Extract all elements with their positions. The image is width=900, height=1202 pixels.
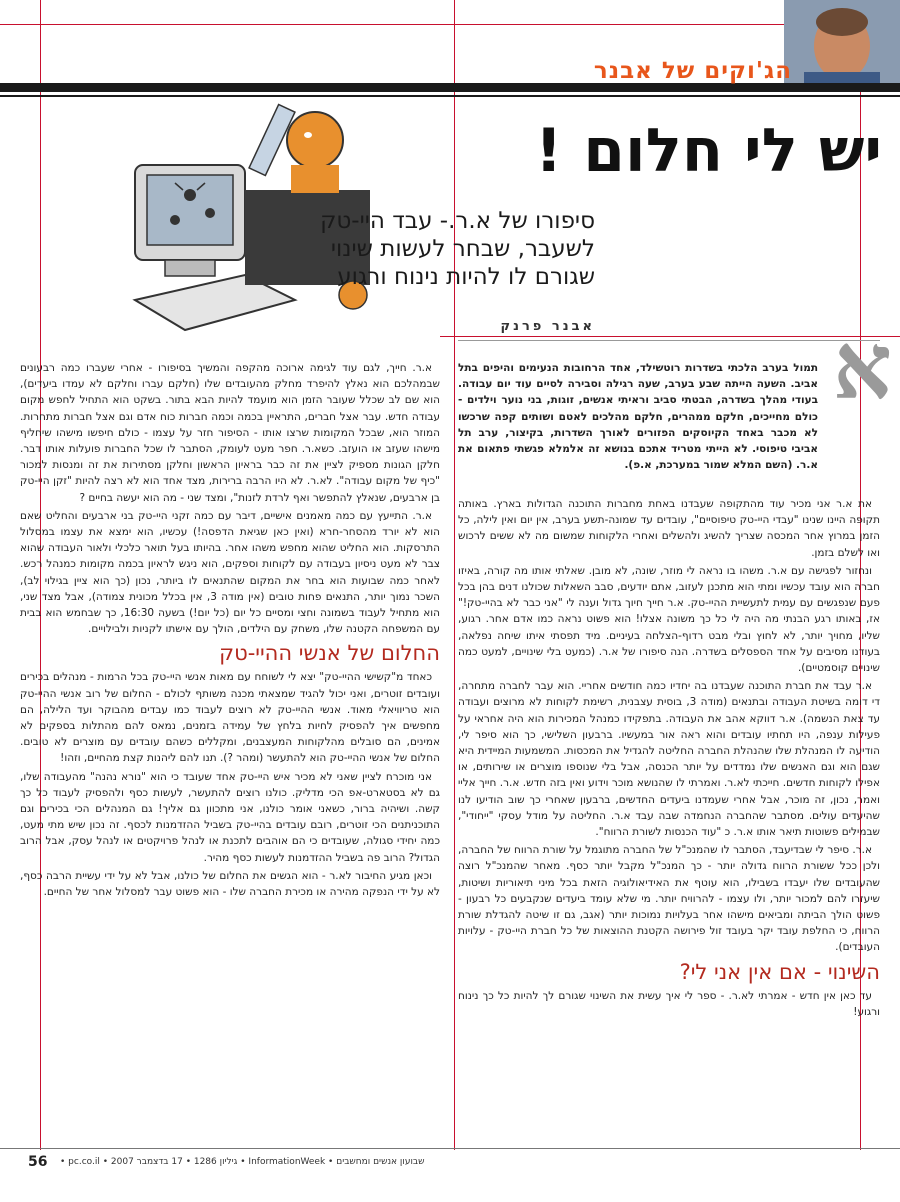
- paragraph: אני מוכרח לציין שאני לא מכיר איש היי-טק אחד שעובד כי הוא "נורא נהנה" מהעבודה שלו, גם לא בסטארט-אפ הכי מדליק. כולנו רוצים להתעשר, לעשות כסף ולהפסיק לעבוד כל כך קשה. ושיהיה ברור, כשאני אומר כולנו, אני מתכוון גם אליך! גם המנהלים הכי בכירים וגם התוכניתנים הכי זוטרים, רובם עובדים בהיי-טק בשביל ההזדמנות לכסף. זה נכון שיש מתי מעט, כמה יחידי סגולה, שעובדים כי הם אוהבים לתכנת או לנהל פרויקטים או לנהל עסק, אבל הרוב הגדול? הרוב פה בשביל ההזדמנות לעשות כסף מהיר.: [20, 770, 440, 864]
- guide-line: [0, 24, 900, 25]
- page-number: 56: [28, 1154, 48, 1170]
- footer-rule: [0, 1148, 900, 1149]
- divider: [458, 340, 880, 341]
- guide-line: [440, 336, 900, 337]
- article-subtitle: סיפורו של א.ר.- עבד היי-טק לשעבר, שבחר לעשות שינוי שגורם לו להיות נינוח ורגוע: [320, 208, 595, 290]
- paragraph: את א.ר אני מכיר עוד מהתקופה שעבדנו באחת מחברות התוכנה הגדולות בארץ. באותה תקופה היינו שנינו "עבדי היי-טק טיפוסיים", עובדים עד שמונה-תשע בערב, אין יום ואין לילה, כל הזמן במרוץ אחר המכסה שצריך להשיג ולהשלים ואחרי הלקוחות שמשום מה לא ששים לרכוש ואו לשלם בזמן.: [458, 498, 880, 559]
- paragraph: א.ר עבד את חברת התוכנה שעבדנו בה יחדיו כמה חודשים אחריי. הוא עבר לחברה מתחרה, די דומה בשיטת העבודה ובתנאים (מודה 3, בוסית עצבנית, רשימת לקוחות לא מרוצים ועבודה עד צאת הנשמה). א.ר דווקא אהב את העבודה. בתפקידו כמנהל המכירות הוא היה אחראי על פעילות ענפה, היו תחתיו עובדים והוא ראה אור במעשיו. ברבעון השלישי, כך הוא סיפר לי, הודיעה לו המנהלת שלו שהנהלת החברה החליטה להגדיל את המכסות. המשמעות המיידית היא שגם הוא וגם האנשים שלו נמדדים על יותר הכנסה, אבל בלי שנוספו מוצרים או שירותים, או אפילו לקוחות חדשים. חייכתי לא.ר. ואמרתי לו שהנושא מוכר וידוע ואין בזה חדש. א.ר. חייך אליי ואמר, נכון, זה מוכר, אבל אחרי שעמדנו ביעדים החדשים, ברבעון שאחרי כך שוב הודיעו לנו שהיעדים עולים. מסתבר שהחברה הנחמדה שבה עבד א.ר. החליטה על מודל עסקי "ייחודי", שבמילים פשוטות תיאר אותו א.ר. כ "עוד הכנסות לשורת הרווח".: [458, 680, 880, 839]
- article-lead: תמול בערב הלכתי בשדרות רוטשילד, אחד הרחובות הנעימים והיפים בתל אביב. השעה הייתה שבע בערב, שעה רגילה וסבירה לסיים עוד יום עבודה. בעודי מהלך בשדרה, הבטתי סביב וראיתי אנשים, זוגות, בני נוער וילדים - כולם מחייכים, חלקם ממהרים, חלקם מהלכים לאטם ושותים קפה שרכשו לא מכבר באחד הקיוסקים הפזורים לאורך השדרות, בקיצור, ערב תל אביבי טיפוסי. לא הייתי מטריד אתכם בנושא זה אלמלא פגשתי פתאום את א.ר. (השם המלא שמור במערכת, א.פ).: [458, 362, 818, 472]
- paragraph: ונחזור לפגישה עם א.ר. משהו בו נראה לי מוזר, שונה, לא מובן. שאלתי אותו מה קורה, באיזו חברה הוא עובד עכשיו ומתי הוא מתכנן לעזוב, אתם יודעים, סבב השאלות שכולנו דנים בהן בכל פעם שנפגשים עם עמית לתעשיית ההיי-טק. א.ר חייך חיוך גדול וענה לי "אני כבר לא בהיי-טק!" אז, באותו רגע הבנתי מה היה לי כל כך משונה אצלו! הוא פשוט נראה כמו אדם אחר. רגוע, שליו, מחויך יותר, לא לחוץ ובלי מבט רדוף-הצלחה בעיניים. מיד תפסתי איתו שיחה נפלאה, בעודנו מסיבים על אחד הספסלים בשדרה. הנה סיפורו של א.ר. (כמעט בלי שינויים, למעט כמה שינויים קוסמטיים).: [458, 564, 880, 675]
- paragraph: וכאן מגיע החיבור לא.ר - הוא הגשים את החלום של כולנו, אבל לא על ידי עשיית הרבה כסף, לא על ידי הנפקה מהירה או מכירת החברה שלו - הוא פשוט עבר למסלול אחר של החיים.: [20, 869, 440, 899]
- section-heading: החלום של אנשי ההיי-טק: [219, 641, 440, 666]
- paragraph: א.ר. חייך, לגם עוד לגימה ארוכה מהקפה והמשיך בסיפורו - אחרי שעברו כמה רבעונים שבמהלכם הוא נאלץ להיפרד מחלק מהעובדים שלו (חלקם עברו וחלקם לא עמדו ביעדים), הוא שם לב שכלל שעובר הזמן הוא מועמד להיות הבא בתור. בשקט הוא התחיל לחפש מקום עבודה חדש. עבר אצל חברים, התראיין בכמה וכמה חברות כוח אדם וגם אצל חברות מתחרות. המוזר הוא, שבכל המקומות שרצו אותו - הסיפור חזר על עצמו - כולם חיפשו מישהו שיחליף מישהו שעזב או הועזב. כשא.ר. חפר מעט לעומק, הסתבר לו שכל החברות פועלות אותו דבר. חלקן הגונות מספיק לציין את זה כבר בראיון הראשון וחלקן מסתירות את זה ומנסות למכור "כיף של מקום עבודה". לא.ר. לא היו הרבה ברירות, מצד אחד הוא לא רצה להיות "זקן היי-טק בן ארבעים, שנאלץ להתפשר ואף לרדת לזנות", ומצד שני - מה הוא יעשה בחיים ?: [20, 362, 440, 504]
- header-bar: [0, 83, 900, 92]
- paragraph: כאחד מ"קשישי ההיי-טק" יצא לי לשוחח עם מאות אנשי היי-טק בכל הרמות - מנהלים בכירים ועובדים זוטרים, ואני יכול להגיד שמצאתי מכנה משותף לכולם - החלום של רוב אנשי ההיי-טק הוא טריוויאלי מאוד. אנשי ההיי-טק לא רוצים לעבוד כמו עבדים מהבוקר ועד הלילה, הם מחפשים איך להפסיק לחיות בלחץ של עמידה בזמנים, נמאס להם מהתלות בספקים לא אמינים, הם סובלים מהלקוחות המעצבנים, ומקללים כשהם עובדים עם מוצרים לא טובים. החלום של אנשי ההיי-טק הוא להתעשר (ומהר ?). תנו להם ליהנות קצת מהחיים, וזהו!: [20, 671, 440, 765]
- column-name: הג'וקים של אבנר: [593, 58, 792, 84]
- paragraph: א.ר. התייעץ עם כמה מאמנים אישיים, דיבר עם כמה זקני היי-טק בני ארבעים והחליט שאם הוא לא יורד מהסחר-חרא (ואין כאן שגיאת הדפסה!) עכשיו, הוא ימצא את עצמו במסלול התרסקות. הוא החליט שהוא מחפש משהו אחר. בהיותו בעל תואר כלכלי ולאור העבודה שהוא צבר לא מעט ניסיון בעבודה עם לקוחות וספקים, הוא ניגש לראיון בכמה מקומות כמנהל רכש. לאחר כמה שבועות הוא בחר את המקום שהתנאים לו ביותר, נכון (כך הוא ציין בגילוי לב), השכר נמוך יותר, התנאים פחות טובים (אין מודה 3, אין בכלל מכונית צמודה), אבל מצד שני, הוא מתחיל לעבוד בשמונה וחצי ומסיים כל יום (כל יום!) בשעה 16:30, כך שבחמש הוא בבית עם המשפחה הקטנה שלו, משחק עם הילדים, הולך עם אישתו לקניות ולבילויים.: [20, 509, 440, 636]
- paragraph: א.ר. סיפר לי שבדיעבד, הסתבר לו שהמנכ"ל של החברה מתוגמל על שורת הרווח של החברה, ולכן ככל ששורת הרווח גדולה יותר - כך המנכ"ל מקבל יותר כסף. מאחר שהמנכ"ל רוצה שהעובדים שלו יעבדו בשבילו, הוא עוטף את האידיאולוגיה הזאת בכל מיני תיאוריות ושיטות, שיעזרו להם למכור יותר, ולו עצמו - להרוויח יותר. מי שלא עומד ביעדים שנקבעים כל רבעון - פשוט הולך הביתה ומביאים מישהו אחר בעלויות נמוכות יותר (אגב, גם זו שיטה להגדלת שורת הרווח, כי החלפת עובד יקר בעובד זול פירושה הקטנת ההוצאות של כל חברת היי-טק - עלויות העובדים).: [458, 844, 880, 954]
- footer-text: שבועון אנשים ומחשבים • InformationWeek • גיליון 1286 • 17 בדצמבר 2007 • pc.co.il •: [60, 1157, 425, 1167]
- article-title: יש לי חלום !: [534, 116, 882, 186]
- guide-line: [454, 0, 455, 1150]
- drop-cap: א: [832, 312, 892, 420]
- section-heading: השינוי - אם אין אני לי?: [679, 959, 880, 984]
- author-photo: [784, 0, 900, 84]
- paragraph: עד כאן אין חדש - אמרתי לא.ר. - ספר לי איך עשית את השינוי שגורם לך להיות כל כך נינוח ורגוע!: [458, 989, 880, 1018]
- author-byline: אבנר פרנק: [500, 319, 595, 334]
- right-column: [458, 496, 880, 1022]
- left-column: [20, 360, 440, 902]
